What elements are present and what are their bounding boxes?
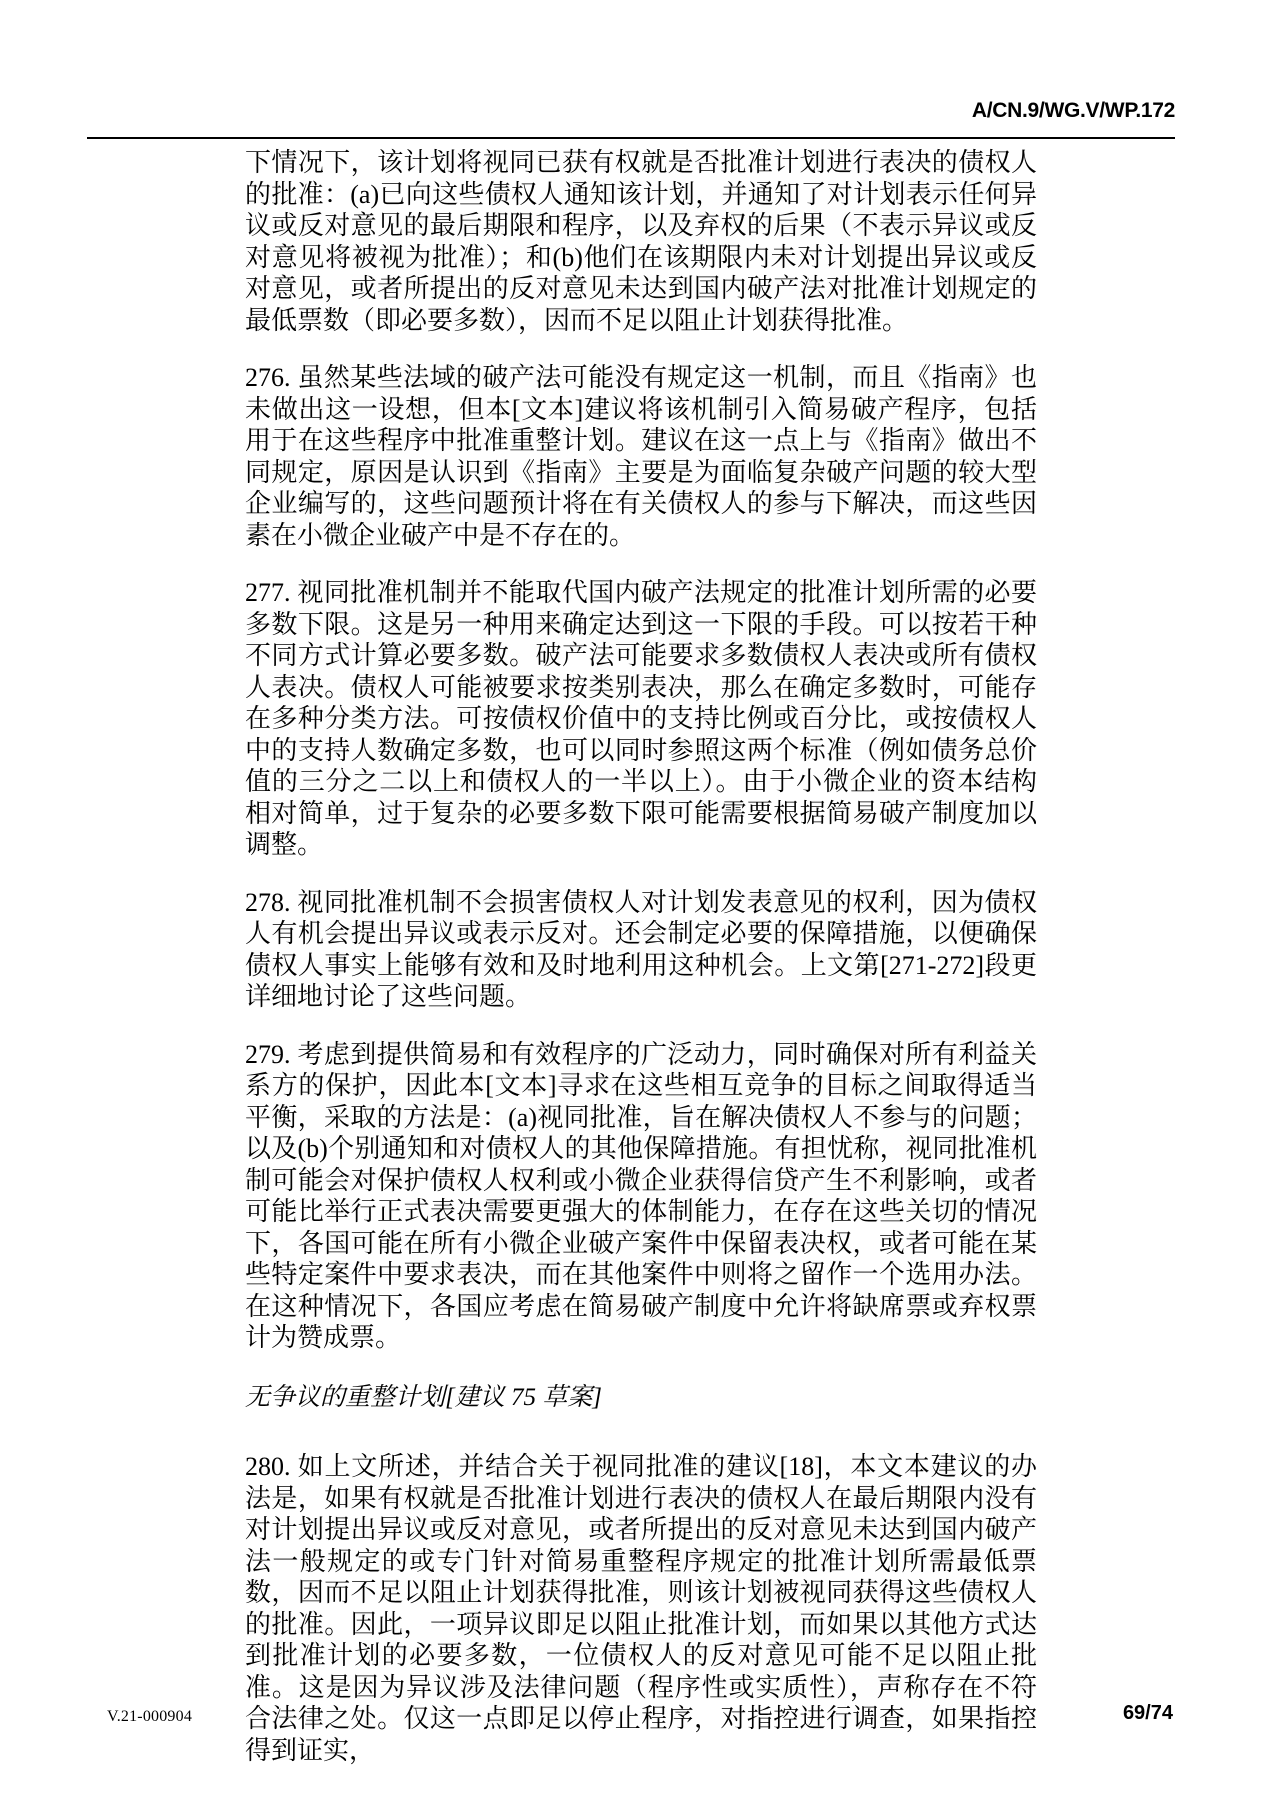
document-symbol: A/CN.9/WG.V/WP.172 xyxy=(971,99,1175,122)
paragraph-280: 280. 如上文所述，并结合关于视同批准的建议[18]，本文本建议的办法是，如果有权就是否批准计划进行表决的债权人在最后期限内没有对计划提出异议或反对意见，或者所提出的反对意见未达到国内破产法一般规定的或专门针对简易重整程序规定的批准计划所需最低票数，因而不足以阻止计划获得批准，则该计划被视同获得这些债权人的批准。因此，一项异议即足以阻止批准计划，而如果以其他方式达到批准计划的必要多数，一位债权人的反对意见可能不足以阻止批准。这是因为异议涉及法律问题（程序性或实质性），声称存在不符合法律之处。仅这一点即足以停止程序，对指控进行调查，如果指控得到证实， xyxy=(245,1452,1037,1765)
job-number: V.21-000904 xyxy=(107,1708,193,1725)
document-body xyxy=(245,147,1037,1792)
paragraph-276: 276. 虽然某些法域的破产法可能没有规定这一机制，而且《指南》也未做出这一设想，但本[文本]建议将该机制引入简易破产程序，包括用于在这些程序中批准重整计划。建议在这一点上与《指南》做出不同规定，原因是认识到《指南》主要是为面临复杂破产问题的较大型企业编写的，这些问题预计将在有关债权人的参与下解决，而这些因素在小微企业破产中是不存在的。 xyxy=(245,363,1037,550)
paragraph-278: 278. 视同批准机制不会损害债权人对计划发表意见的权利，因为债权人有机会提出异议或表示反对。还会制定必要的保障措施，以便确保债权人事实上能够有效和及时地利用这种机会。上文第[271-272]段更详细地讨论了这些问题。 xyxy=(245,887,1037,1011)
paragraph-277: 277. 视同批准机制并不能取代国内破产法规定的批准计划所需的必要多数下限。这是另一种用来确定达到这一下限的手段。可以按若干种不同方式计算必要多数。破产法可能要求多数债权人表决或所有债权人表决。债权人可能被要求按类别表决，那么在确定多数时，可能存在多种分类方法。可按债权价值中的支持比例或百分比，或按债权人中的支持人数确定多数，也可以同时参照这两个标准（例如债务总价值的三分之二以上和债权人的一半以上）。由于小微企业的资本结构相对简单，过于复杂的必要多数下限可能需要根据简易破产制度加以调整。 xyxy=(245,578,1037,859)
section-heading-uncontested-reorganization-plan: 无争议的重整计划[建议 75 草案] xyxy=(245,1383,602,1411)
paragraph-279: 279. 考虑到提供简易和有效程序的广泛动力，同时确保对所有利益关系方的保护，因此本[文本]寻求在这些相互竞争的目标之间取得适当平衡，采取的方法是：(a)视同批准，旨在解决债权人不参与的问题；以及(b)个别通知和对债权人的其他保障措施。有担忧称，视同批准机制可能会对保护债权人权利或小微企业获得信贷产生不利影响，或者可能比举行正式表决需要更强大的体制能力，在存在这些关切的情况下，各国可能在所有小微企业破产案件中保留表决权，或者可能在某些特定案件中要求表决，而在其他案件中则将之留作一个选用办法。在这种情况下，各国应考虑在简易破产制度中允许将缺席票或弃权票计为赞成票。 xyxy=(245,1039,1037,1352)
header-rule xyxy=(87,137,1175,139)
paragraph-continuation: 下情况下，该计划将视同已获有权就是否批准计划进行表决的债权人的批准：(a)已向这些债权人通知该计划，并通知了对计划表示任何异议或反对意见的最后期限和程序，以及弃权的后果（不表示异议或反对意见将被视为批准）；和(b)他们在该期限内未对计划提出异议或反对意见，或者所提出的反对意见未达到国内破产法对批准计划规定的最低票数（即必要多数），因而不足以阻止计划获得批准。 xyxy=(245,148,1037,335)
page-number: 69/74 xyxy=(1122,1702,1173,1724)
